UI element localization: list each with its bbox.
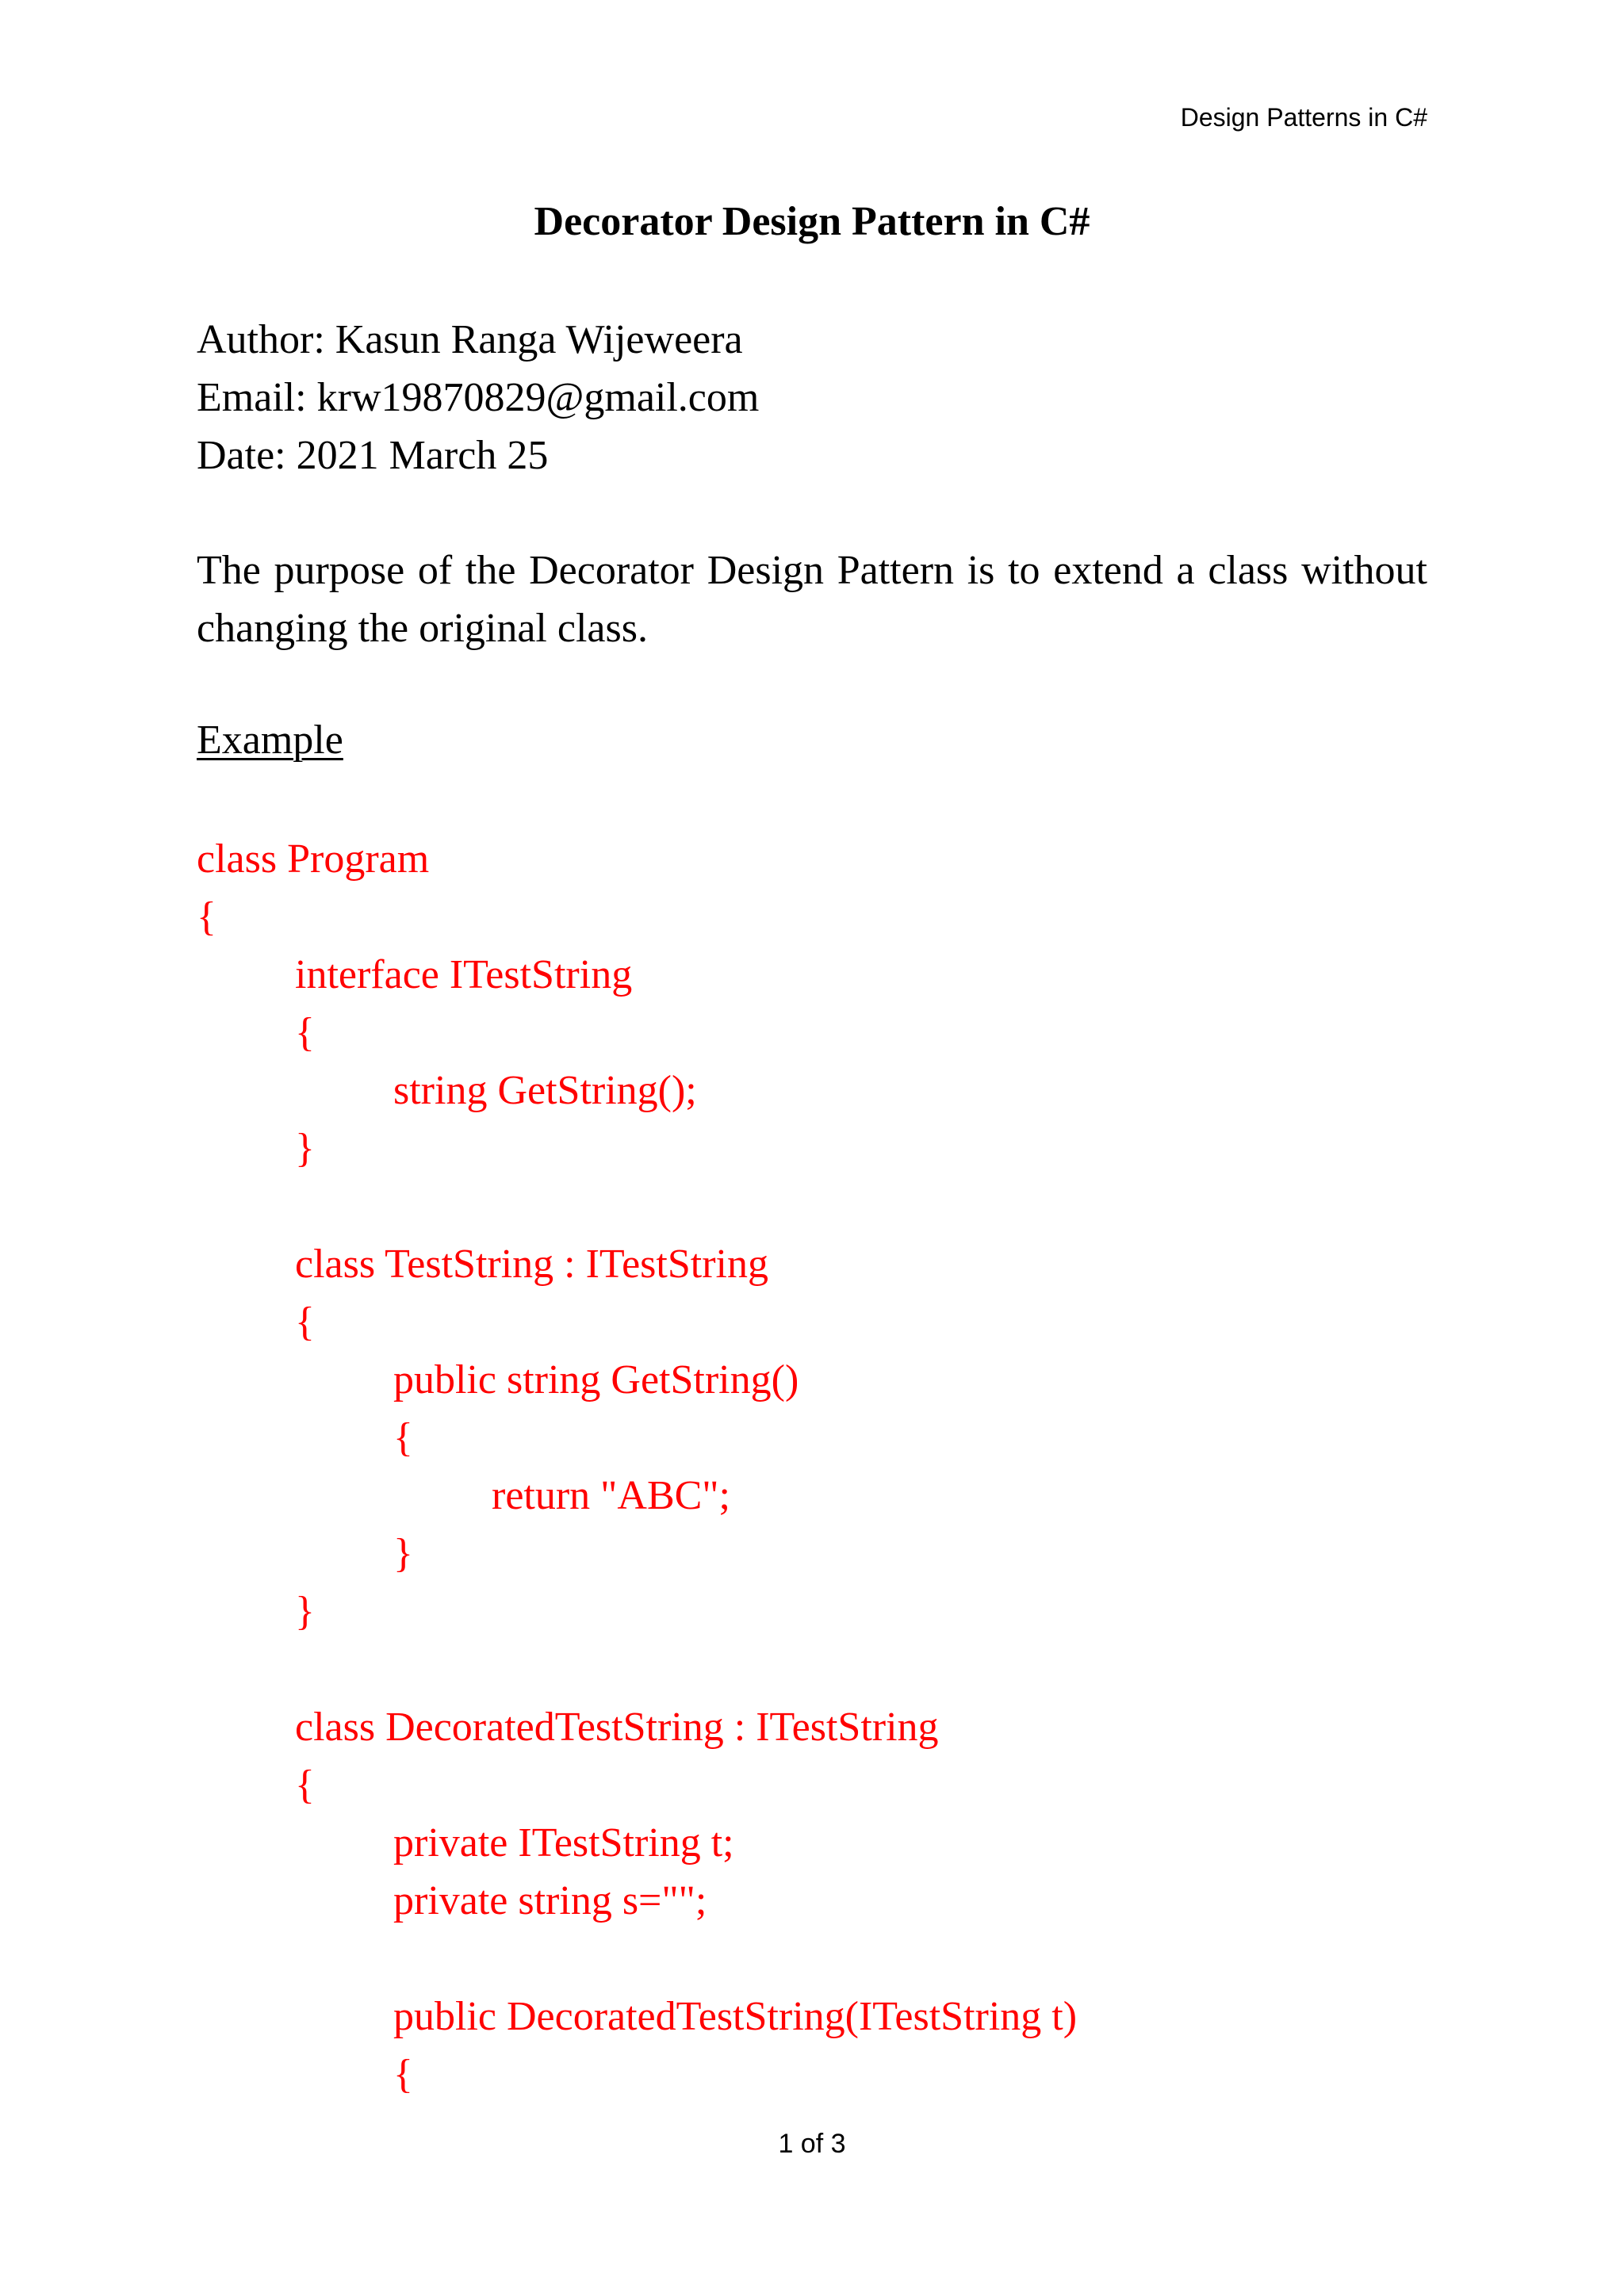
code-line — [197, 1640, 1077, 1698]
code-block — [197, 830, 1077, 2103]
code-line: class TestString : ITestString — [295, 1242, 768, 1287]
code-line: { — [295, 1762, 315, 1808]
code-line: string GetString(); — [393, 1068, 697, 1113]
code-line: private string s=""; — [393, 1878, 707, 1923]
code-line: } — [295, 1126, 315, 1171]
code-line: { — [295, 1010, 315, 1055]
code-line: { — [197, 894, 216, 939]
example-heading: Example — [197, 718, 343, 763]
date-line: Date: 2021 March 25 — [197, 433, 549, 478]
running-header: Design Patterns in C# — [1180, 103, 1427, 132]
code-line: public DecoratedTestString(ITestString t) — [393, 1994, 1078, 2039]
code-line: interface ITestString — [295, 952, 633, 997]
intro-paragraph: The purpose of the Decorator Design Pattern is to extend a class without changing the original class. — [197, 548, 1427, 651]
code-line: } — [393, 1531, 413, 1576]
code-line: { — [393, 1415, 413, 1460]
code-line — [197, 1177, 1077, 1235]
code-line: { — [393, 2052, 413, 2097]
code-line: public string GetString() — [393, 1357, 799, 1402]
code-line — [197, 1930, 1077, 1988]
document-title: Decorator Design Pattern in C# — [534, 199, 1090, 244]
code-line: { — [295, 1299, 315, 1345]
code-line: private ITestString t; — [393, 1820, 734, 1866]
code-line: class DecoratedTestString : ITestString — [295, 1705, 939, 1750]
code-line: } — [295, 1589, 315, 1634]
author-meta — [197, 311, 759, 484]
code-line: class Program — [197, 836, 430, 882]
author-line: Author: Kasun Ranga Wijeweera — [197, 317, 743, 362]
page-number: 1 of 3 — [778, 2129, 846, 2159]
email-line: Email: krw19870829@gmail.com — [197, 375, 760, 420]
code-line: return "ABC"; — [492, 1473, 730, 1518]
